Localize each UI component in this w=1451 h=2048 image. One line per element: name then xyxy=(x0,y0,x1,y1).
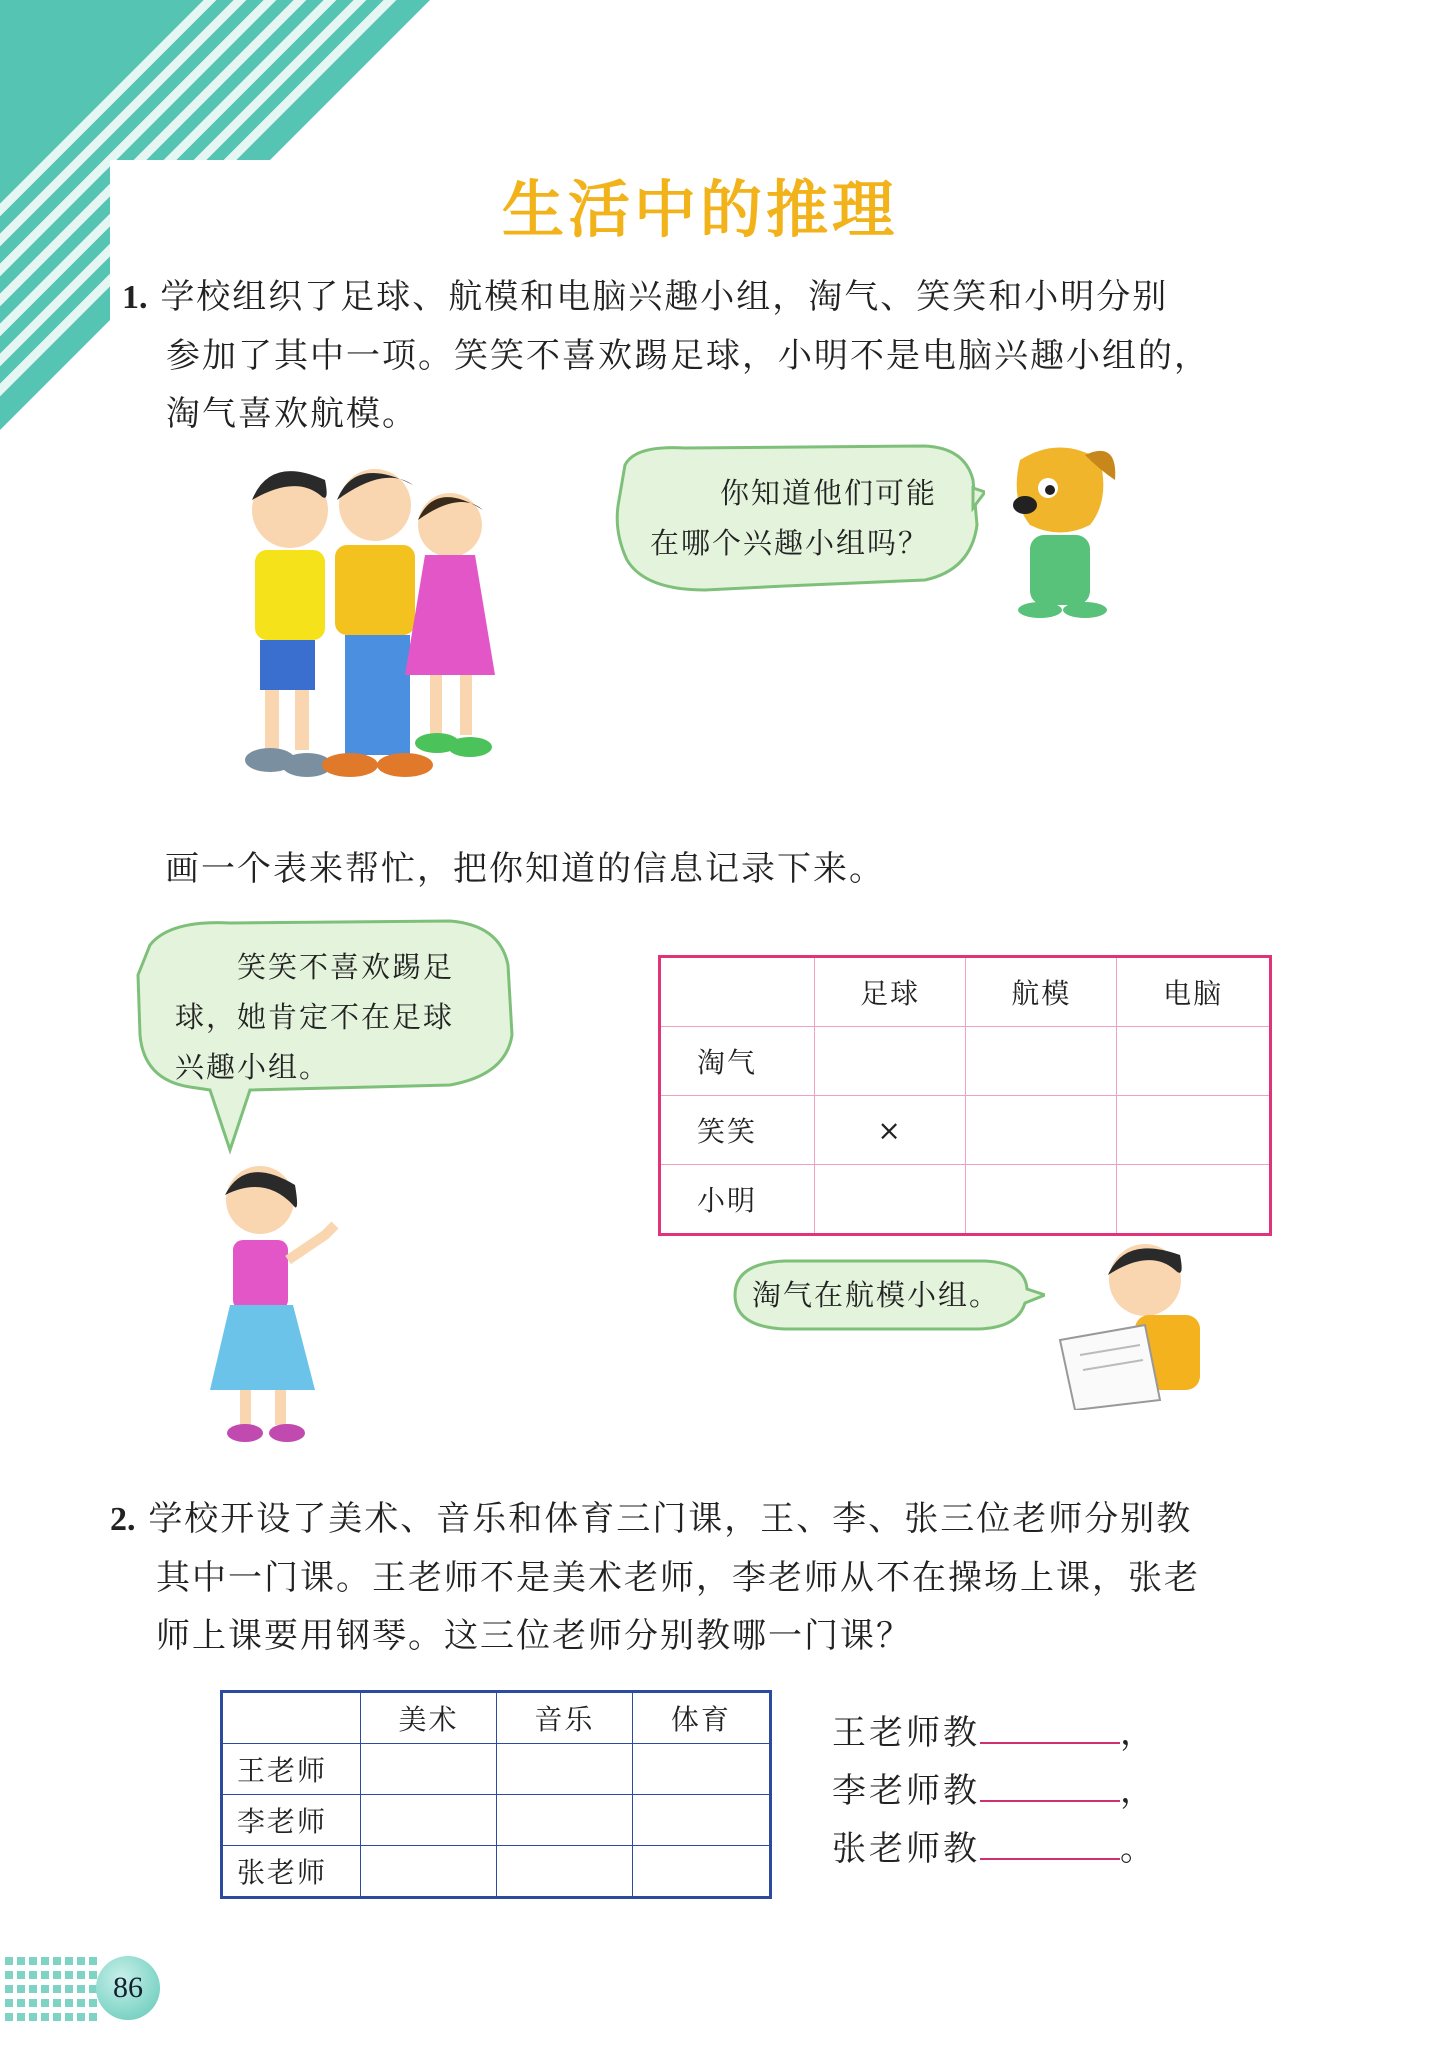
table-cell[interactable] xyxy=(496,1795,632,1846)
question-1-number: 1. xyxy=(122,279,148,316)
table-corner-cell[interactable] xyxy=(660,957,815,1027)
table-cell[interactable] xyxy=(496,1846,632,1898)
table-row xyxy=(660,1027,1271,1096)
table-header-row xyxy=(222,1692,771,1744)
question-1 xyxy=(122,268,1302,443)
table-cell[interactable] xyxy=(815,1165,966,1235)
row-header-teacher-li: 李老师 xyxy=(222,1795,361,1846)
girl-illustration xyxy=(195,1155,355,1445)
column-header-computer: 电脑 xyxy=(1117,957,1271,1027)
info-table-clubs xyxy=(658,955,1272,1236)
page-number: 86 xyxy=(96,1956,160,2020)
row-header-taoqi: 淘气 xyxy=(660,1027,815,1096)
table-cell[interactable] xyxy=(632,1744,770,1795)
table-row xyxy=(660,1096,1271,1165)
answer-prefix: 李老师教 xyxy=(832,1771,980,1811)
answer-prefix: 张老师教 xyxy=(832,1829,980,1869)
boy-bubble-text: 淘气在航模小组。 xyxy=(752,1278,1001,1312)
table-row xyxy=(660,1165,1271,1235)
dog-bubble-line-1: 你知道他们可能 xyxy=(720,476,938,510)
answer-suffix: ， xyxy=(1120,1713,1157,1753)
question-2-line-2: 其中一门课。王老师不是美术老师，李老师从不在操场上课，张老 xyxy=(156,1558,1200,1598)
table-cell[interactable] xyxy=(632,1846,770,1898)
answer-prefix: 王老师教 xyxy=(832,1713,980,1753)
dog-bubble-line-2: 在哪个兴趣小组吗？ xyxy=(650,526,930,560)
table-cell[interactable] xyxy=(966,1096,1117,1165)
dot-grid-decoration xyxy=(0,1945,110,2035)
question-1-line-3: 淘气喜欢航模。 xyxy=(166,394,418,434)
girl-bubble-line-1: 笑笑不喜欢踢足 xyxy=(237,950,455,984)
dog-bubble-text xyxy=(650,468,970,568)
row-header-teacher-zhang: 张老师 xyxy=(222,1846,361,1898)
girl-bubble-text xyxy=(175,942,505,1092)
instruction-text: 画一个表来帮忙，把你知道的信息记录下来。 xyxy=(165,849,885,889)
boy-reading-illustration xyxy=(1050,1230,1210,1410)
table-cell[interactable]: × xyxy=(815,1096,966,1165)
table-cell[interactable] xyxy=(966,1027,1117,1096)
page-title: 生活中的推理 xyxy=(501,173,898,246)
girl-bubble-line-3: 兴趣小组。 xyxy=(175,1050,331,1084)
question-2-line-3: 师上课要用钢琴。这三位老师分别教哪一门课？ xyxy=(156,1616,912,1656)
answer-blank[interactable] xyxy=(980,1828,1120,1860)
question-1-line-2: 参加了其中一项。笑笑不喜欢踢足球，小明不是电脑兴趣小组的， xyxy=(166,336,1210,376)
table-corner-cell[interactable] xyxy=(222,1692,361,1744)
column-header-art: 美术 xyxy=(361,1692,497,1744)
answer-teacher-li xyxy=(832,1763,1157,1812)
question-2-line-1: 学校开设了美术、音乐和体育三门课，王、李、张三位老师分别教 xyxy=(148,1499,1193,1539)
column-header-music: 音乐 xyxy=(496,1692,632,1744)
column-header-pe: 体育 xyxy=(632,1692,770,1744)
table-row xyxy=(222,1744,771,1795)
table-cell[interactable] xyxy=(361,1744,497,1795)
table-cell[interactable] xyxy=(1117,1096,1271,1165)
answer-suffix: ， xyxy=(1120,1771,1157,1811)
column-header-football: 足球 xyxy=(815,957,966,1027)
table-cell[interactable] xyxy=(1117,1027,1271,1096)
table-cell[interactable] xyxy=(361,1846,497,1898)
row-header-xiaoming: 小明 xyxy=(660,1165,815,1235)
answer-teacher-wang xyxy=(832,1705,1157,1754)
answer-suffix: 。 xyxy=(1120,1829,1157,1869)
answer-blank[interactable] xyxy=(980,1770,1120,1802)
info-table-teachers xyxy=(220,1690,772,1899)
answer-teacher-zhang xyxy=(832,1821,1157,1870)
table-cell[interactable] xyxy=(1117,1165,1271,1235)
three-kids-illustration xyxy=(225,455,525,795)
row-header-teacher-wang: 王老师 xyxy=(222,1744,361,1795)
table-cell[interactable] xyxy=(496,1744,632,1795)
girl-bubble-line-2: 球，她肯定不在足球 xyxy=(175,1000,455,1034)
table-cell[interactable] xyxy=(966,1165,1117,1235)
row-header-xiaoxiao: 笑笑 xyxy=(660,1096,815,1165)
table-header-row xyxy=(660,957,1271,1027)
dog-illustration xyxy=(1000,440,1120,620)
table-row xyxy=(222,1795,771,1846)
table-cell[interactable] xyxy=(632,1795,770,1846)
table-cell[interactable] xyxy=(361,1795,497,1846)
column-header-model-plane: 航模 xyxy=(966,957,1117,1027)
table-row xyxy=(222,1846,771,1898)
table-cell[interactable] xyxy=(815,1027,966,1096)
question-2 xyxy=(110,1490,1310,1665)
question-1-line-1: 学校组织了足球、航模和电脑兴趣小组，淘气、笑笑和小明分别 xyxy=(160,277,1169,317)
question-2-number: 2. xyxy=(110,1501,136,1538)
answer-blank[interactable] xyxy=(980,1712,1120,1744)
